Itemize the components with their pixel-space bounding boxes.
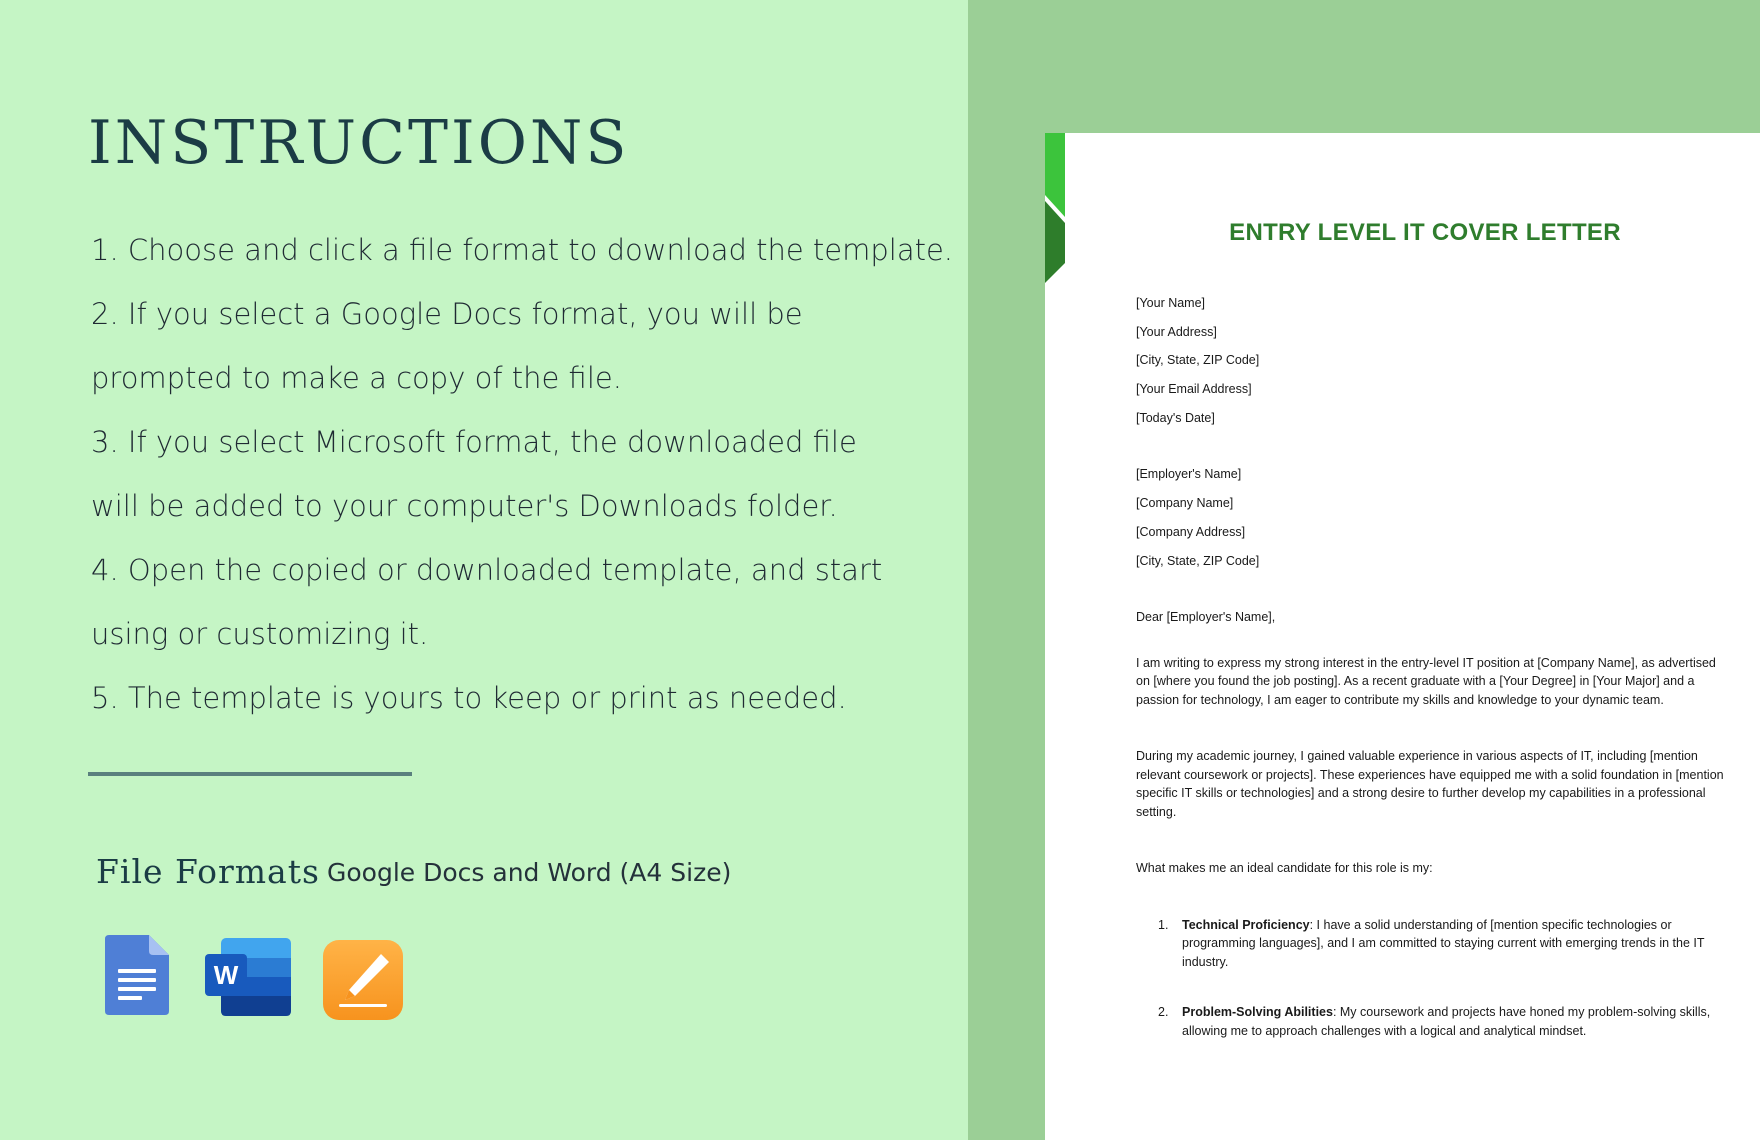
- sender-line: [City, State, ZIP Code]: [1136, 353, 1260, 368]
- recipient-line: [Company Address]: [1136, 524, 1246, 539]
- instructions-heading: INSTRUCTIONS: [88, 108, 630, 178]
- instruction-line: using or customizing it.: [91, 617, 429, 651]
- document-preview: [1045, 133, 1760, 1140]
- letter-body: [1136, 289, 1726, 1040]
- paragraph: During my academic journey, I gained valuable experience in various aspects of IT, including [mention relevant coursework or projects]. These experiences have equipped me with a solid foundation in [mention specific IT skills or technologies] and a strong desire to further develop my capabilities in a professional setting.: [1136, 749, 1724, 819]
- apple-pages-icon[interactable]: [323, 940, 403, 1024]
- sender-line: [Today's Date]: [1136, 410, 1215, 425]
- instructions-list: [91, 218, 954, 730]
- salutation: Dear [Employer's Name],: [1136, 610, 1276, 625]
- file-formats-label: File Formats: [96, 852, 320, 891]
- document-title: ENTRY LEVEL IT COVER LETTER: [1229, 219, 1621, 246]
- list-intro: What makes me an ideal candidate for this role is my:: [1136, 861, 1433, 876]
- document-accent: [1045, 133, 1065, 283]
- file-formats-value: Google Docs and Word (A4 Size): [327, 858, 732, 887]
- list-item-text: : I have a solid understanding of [mention specific technologies or programming languages], and I am committed to staying current with emerging trends in the IT industry.: [1182, 917, 1705, 969]
- sender-line: [Your Address]: [1136, 324, 1217, 339]
- google-docs-icon[interactable]: [105, 935, 169, 1019]
- instruction-line: prompted to make a copy of the file.: [91, 361, 622, 395]
- list-item-title: Technical Proficiency: [1182, 917, 1310, 932]
- instruction-line: will be added to your computer's Downloads folder.: [91, 489, 838, 523]
- recipient-line: [Company Name]: [1136, 496, 1234, 511]
- instruction-line: 5. The template is yours to keep or print as needed.: [91, 681, 847, 715]
- instruction-line: 4. Open the copied or downloaded template, and start: [91, 553, 883, 587]
- instruction-line: 1. Choose and click a file format to download the template.: [91, 233, 954, 267]
- microsoft-word-icon[interactable]: [205, 938, 291, 1020]
- recipient-line: [City, State, ZIP Code]: [1136, 553, 1260, 568]
- instruction-line: 3. If you select Microsoft format, the downloaded file: [91, 425, 857, 459]
- list-item: 2. Problem-Solving Abilities: My coursework and projects have honed my problem-solving skills, allowing me to approach challenges with a logical and analytical mindset.: [1158, 1005, 1711, 1038]
- recipient-line: [Employer's Name]: [1136, 467, 1242, 482]
- instruction-line: 2. If you select a Google Docs format, you will be: [91, 297, 803, 331]
- list-item-text: : My coursework and projects have honed my problem-solving skills, allowing me to approach challenges with a logical and analytical mindset.: [1182, 1005, 1711, 1038]
- paragraph: I am writing to express my strong interest in the entry-level IT position at [Company Name], as advertised on [where you found the job posting]. As a recent graduate with a [Your Degree] in [Your Major] and a passion for technology, I am eager to contribute my skills and knowledge to your dynamic team.: [1136, 655, 1716, 707]
- list-item: 1. Technical Proficiency: I have a solid understanding of [mention specific technologies or programming languages], and I am committed to staying current with emerging trends in the IT industry.: [1158, 917, 1705, 969]
- sender-line: [Your Name]: [1136, 296, 1206, 310]
- sender-line: [Your Email Address]: [1136, 382, 1252, 397]
- list-item-title: Problem-Solving Abilities: [1182, 1005, 1333, 1020]
- svg-text:W: W: [213, 960, 239, 990]
- divider: [88, 772, 412, 776]
